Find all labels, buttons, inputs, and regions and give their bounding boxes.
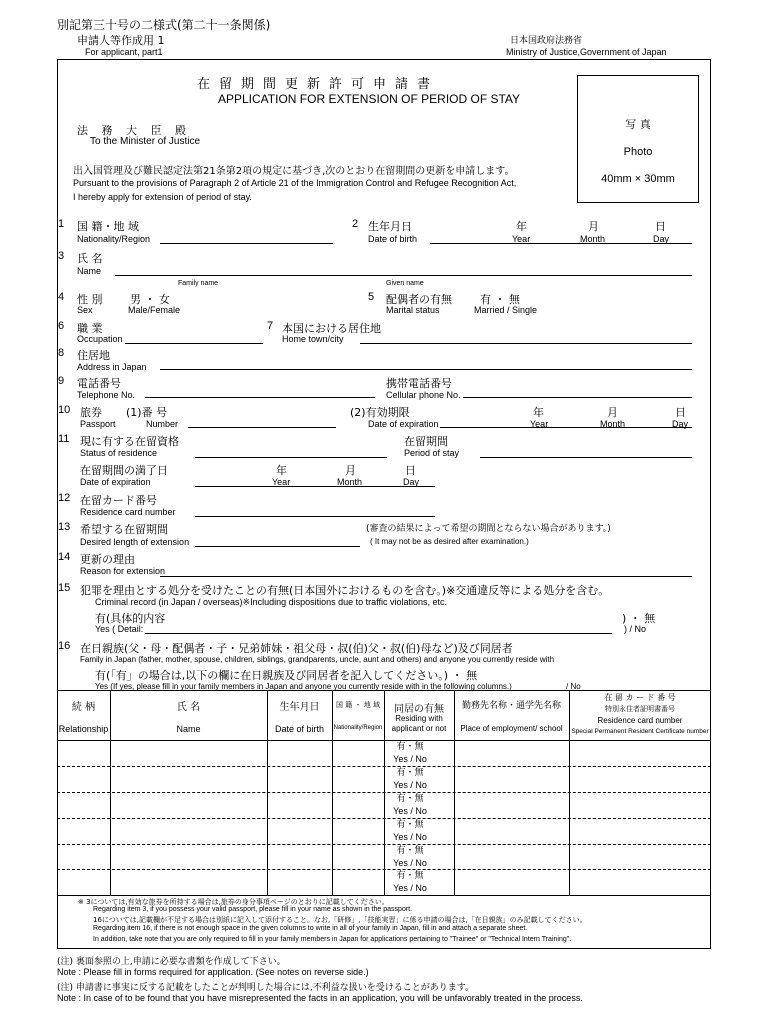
criminal-no-en: ) / No	[624, 624, 647, 634]
passport-year-en: Year	[530, 419, 549, 429]
field-2-num: 2	[352, 218, 359, 230]
hometown-input[interactable]	[360, 343, 692, 344]
col-card-jp: 在 留 カ ー ド 番 号	[604, 693, 676, 702]
cohabit-en: Yes / No	[393, 883, 427, 893]
period-input[interactable]	[480, 457, 692, 458]
expiry-month-en: Month	[337, 477, 363, 487]
phone-input[interactable]	[145, 397, 375, 398]
cell-label-en: Cellular phone No.	[386, 390, 461, 400]
passport-day-en: Day	[672, 419, 689, 429]
cell-label-jp: 携帯電話番号	[386, 377, 452, 390]
col-card-en-2: Special Permanent Resident Certificate number	[571, 728, 709, 735]
expiry-input[interactable]	[195, 486, 435, 487]
nationality-label-en: Nationality/Region	[77, 234, 151, 244]
sex-label-jp: 性 別	[77, 293, 103, 306]
nationality-input[interactable]	[160, 243, 333, 244]
col-dob-jp: 生年月日	[279, 702, 320, 713]
field-15-num: 15	[58, 582, 71, 594]
cohabit-jp: 有・無	[396, 871, 424, 881]
family-label-en: Family in Japan (father, mother, spouse, children, siblings, grandparents, uncle, aunt and others) and anyone you currently reside with	[80, 655, 555, 664]
nationality-label-jp: 国 籍・地 域	[77, 220, 139, 233]
reason-input[interactable]	[160, 576, 692, 577]
passport-number-label-en: Number	[146, 419, 179, 429]
occupation-label-jp: 職 業	[77, 322, 103, 335]
col-workplace-en: Place of employment/ school	[460, 724, 563, 733]
family-label-jp: 在日親族(父・母・配偶者・子・兄弟姉妹・祖父母・叔(伯)父・叔(伯)母など)及び同居者	[80, 642, 513, 655]
photo-label-en: Photo	[623, 146, 653, 158]
dob-label-en: Date of birth	[368, 234, 418, 244]
expiry-year-jp: 年	[276, 464, 287, 477]
applicant-part-jp: 申請人等作成用 1	[77, 34, 165, 47]
desired-label-en: Desired length of extension	[80, 537, 190, 547]
cohabit-jp: 有・無	[396, 820, 424, 830]
dob-year-jp: 年	[516, 220, 527, 233]
family-table	[57, 690, 711, 896]
title-en: APPLICATION FOR EXTENSION OF PERIOD OF STAY	[218, 92, 521, 106]
col-name-en: Name	[176, 724, 201, 734]
passport-day-jp: 日	[675, 406, 686, 419]
note-item3-en: Regarding item 3, if you possess your valid passport, please fill in your name as shown in the passport.	[93, 906, 413, 913]
status-input[interactable]	[195, 457, 387, 458]
field-1-num: 1	[58, 218, 65, 230]
field-6-num: 6	[58, 320, 65, 332]
note-item16-en: Regarding item 16, if there is not enough space in the given columns to write in all of your family in Japan, fill in and attach a separate sheet.	[93, 925, 528, 932]
cohabit-en: Yes / No	[393, 754, 427, 764]
sex-options[interactable]: 男 ・ 女	[130, 293, 170, 306]
status-label-en: Status of residence	[80, 448, 158, 458]
passport-label-en: Passport	[80, 419, 116, 429]
cohabit-row-6[interactable]	[375, 870, 445, 895]
given-name-hint: Given name	[386, 280, 424, 287]
expiry-label-en: Date of expiration	[80, 477, 151, 487]
applicant-part-en: For applicant, part1	[85, 47, 163, 57]
cohabit-en: Yes / No	[393, 858, 427, 868]
hometown-label-en: Home town/city	[282, 334, 344, 344]
dob-day-jp: 日	[655, 220, 666, 233]
card-label-en: Residence card number	[80, 507, 176, 517]
dob-day-en: Day	[653, 234, 670, 244]
ministry-en: Ministry of Justice,Government of Japan	[506, 47, 667, 57]
field-8-num: 8	[58, 347, 65, 359]
passport-number-label-jp: (1)番 号	[126, 406, 168, 419]
field-4-num: 4	[58, 291, 65, 303]
cohabit-en: Yes / No	[393, 832, 427, 842]
address-label-jp: 住居地	[77, 349, 110, 362]
cohabit-jp: 有・無	[396, 846, 424, 856]
intro-en-2: I hereby apply for extension of period of stay.	[73, 192, 252, 202]
col-nationality-jp: 国 籍 ・ 地 域	[336, 701, 380, 709]
name-label-jp: 氏 名	[77, 252, 103, 265]
passport-number-input[interactable]	[188, 427, 336, 428]
col-cohabit-jp: 同居の有無	[394, 704, 444, 715]
note-item16-jp: 16については,記載欄が不足する場合は別紙に記入して添付すること。なお,「研修」,「技能実習」に係る申請の場合は,「在日親族」のみ記載してください。	[93, 916, 587, 924]
field-10-num: 10	[58, 404, 71, 416]
card-number-input[interactable]	[195, 516, 435, 517]
form-number: 別記第三十号の二様式(第二十一条関係)	[57, 18, 271, 32]
occupation-label-en: Occupation	[77, 334, 123, 344]
photo-box[interactable]	[577, 75, 699, 203]
passport-expiry-label-en: Date of expiration	[368, 419, 439, 429]
sex-label-en: Sex	[77, 305, 93, 315]
photo-size: 40mm × 30mm	[601, 173, 675, 185]
address-label-en: Address in Japan	[77, 362, 147, 372]
dob-year-en: Year	[512, 234, 531, 244]
intro-jp: 出入国管理及び難民認定法第21条第2項の規定に基づき,次のとおり在留期間の更新を申請します。	[73, 166, 515, 177]
field-11-num: 11	[58, 433, 70, 445]
criminal-label-jp: 犯罪を理由とする処分を受けたことの有無(日本国外におけるものを含む。)※交通違反等による処分を含む。	[80, 584, 610, 597]
footer-note-1-en: Note : Please fill in forms required for application. (See notes on reverse side.)	[57, 967, 369, 977]
period-label-en: Period of stay	[404, 448, 460, 458]
note-trainee-en: In addition, take note that you are only required to fill in your family members in Japan for applications pertaining to "Trainee" or "Technical Intern Training".	[93, 936, 572, 943]
cohabit-row-5[interactable]	[375, 845, 445, 870]
col-relationship-en: Relationship	[58, 724, 109, 734]
passport-year-jp: 年	[533, 406, 544, 419]
col-cohabit-en: Residing with applicant or not	[391, 714, 447, 733]
card-label-jp: 在留カード番号	[80, 494, 157, 507]
passport-month-en: Month	[600, 419, 626, 429]
family-name-hint: Family name	[178, 280, 219, 287]
ministry-jp: 日本国政府法務省	[510, 36, 583, 46]
period-label-jp: 在留期間	[404, 435, 448, 448]
field-14-num: 14	[58, 551, 71, 563]
desired-period-input[interactable]	[195, 546, 360, 547]
sex-options-en: Male/Female	[128, 305, 181, 315]
criminal-detail-input[interactable]	[145, 633, 612, 634]
cohabit-jp: 有・無	[396, 742, 424, 752]
col-nationality-en: Nationality/Region	[333, 725, 383, 731]
col-card-jp-2: 特別永住者証明書番号	[605, 705, 675, 713]
cohabit-row-3[interactable]	[375, 793, 445, 818]
title-jp: 在留期間更新許可申請書	[197, 77, 440, 92]
field-16-num: 16	[58, 640, 71, 652]
address-input[interactable]	[160, 369, 692, 370]
field-3-num: 3	[58, 250, 65, 262]
cohabit-row-2[interactable]	[375, 767, 445, 792]
cell-input[interactable]	[463, 397, 692, 398]
name-input[interactable]	[115, 275, 692, 276]
col-dob-en: Date of birth	[274, 724, 325, 734]
dob-month-jp: 月	[588, 220, 599, 233]
intro-en-1: Pursuant to the provisions of Paragraph 2 of Article 21 of the Immigration Control and Refugee Recognition Act,	[73, 178, 517, 188]
photo-label-jp: 写 真	[625, 118, 651, 131]
col-workplace-jp: 勤務先名称・通学先名称	[461, 701, 561, 711]
cohabit-row-4[interactable]	[375, 819, 445, 844]
col-card-en: Residence card number	[597, 716, 683, 725]
col-relationship-jp: 続 柄	[71, 702, 96, 713]
status-label-jp: 現に有する在留資格	[80, 435, 179, 448]
addressee-en: To the Minister of Justice	[90, 136, 201, 147]
reason-label-en: Reason for extension	[80, 566, 166, 576]
expiry-year-en: Year	[272, 477, 291, 487]
passport-label-jp: 旅券	[80, 406, 102, 419]
field-9-num: 9	[58, 375, 65, 387]
marital-label-en: Marital status	[386, 305, 440, 315]
family-yes-jp[interactable]: 有(「有」の場合は,以下の欄に在日親族及び同居者を記入してください。) ・ 無	[95, 669, 478, 682]
desired-note-en: ( It may not be as desired after examination.)	[370, 537, 529, 546]
phone-label-en: Telephone No.	[77, 390, 136, 400]
footer-note-1-jp: (注) 裏面参照の上,申請に必要な書類を作成して下さい。	[57, 957, 286, 967]
cohabit-en: Yes / No	[393, 780, 427, 790]
field-13-num: 13	[58, 521, 71, 533]
criminal-yes-en: Yes ( Detail:	[95, 624, 144, 634]
field-12-num: 12	[58, 492, 71, 504]
occupation-input[interactable]	[125, 343, 263, 344]
marital-label-jp: 配偶者の有無	[386, 293, 452, 306]
hometown-label-jp: 本国における居住地	[282, 322, 381, 335]
criminal-label-en: Criminal record (in Japan / overseas)※Including dispositions due to traffic violations, etc.	[95, 597, 448, 607]
name-label-en: Name	[77, 266, 102, 276]
field-5-num: 5	[368, 291, 375, 303]
phone-label-jp: 電話番号	[77, 377, 121, 390]
passport-expiry-label-jp: (2)有効期限	[350, 406, 410, 419]
desired-note-jp: (審査の結果によって希望の期間とならない場合があります。)	[366, 524, 611, 534]
passport-month-jp: 月	[607, 406, 618, 419]
expiry-day-en: Day	[403, 477, 420, 487]
addressee-jp: 法 務 大 臣 殿	[77, 124, 191, 137]
marital-options-en: Married / Single	[474, 305, 538, 315]
dob-month-en: Month	[580, 234, 606, 244]
cohabit-en: Yes / No	[393, 806, 427, 816]
passport-expiry-input[interactable]	[440, 427, 692, 428]
cohabit-jp: 有・無	[396, 794, 424, 804]
cohabit-jp: 有・無	[396, 768, 424, 778]
dob-label-jp: 生年月日	[368, 220, 412, 233]
footer-note-2-jp: (注) 申請書に事実に反する記載をしたことが判明した場合には,不利益な扱いを受けることがあります。	[57, 983, 475, 993]
criminal-no-jp[interactable]: ) ・ 無	[622, 612, 656, 625]
expiry-month-jp: 月	[345, 464, 356, 477]
marital-options[interactable]: 有 ・ 無	[480, 293, 520, 306]
family-yes-en: Yes (If yes, please fill in your family members in Japan and anyone you currently reside with in the following columns.)	[95, 682, 512, 691]
reason-label-jp: 更新の理由	[80, 553, 135, 566]
note-item3-jp: ※ 3については,有効な旅券を所持する場合は,旅券の身分事項ページのとおりに記載してください。	[78, 898, 389, 906]
criminal-yes-jp[interactable]: 有(具体的内容	[95, 612, 166, 625]
footer-note-2-en: Note : In case of to be found that you have misrepresented the facts in an application, you will be unfavorably treated in the process.	[57, 993, 583, 1003]
col-name-jp: 氏 名	[176, 702, 201, 713]
expiry-label-jp: 在留期間の満了日	[80, 464, 168, 477]
desired-label-jp: 希望する在留期間	[80, 523, 168, 536]
cohabit-row-1[interactable]	[375, 741, 445, 766]
family-no-en: / No	[566, 682, 581, 691]
field-7-num: 7	[267, 320, 274, 332]
expiry-day-jp: 日	[405, 464, 416, 477]
